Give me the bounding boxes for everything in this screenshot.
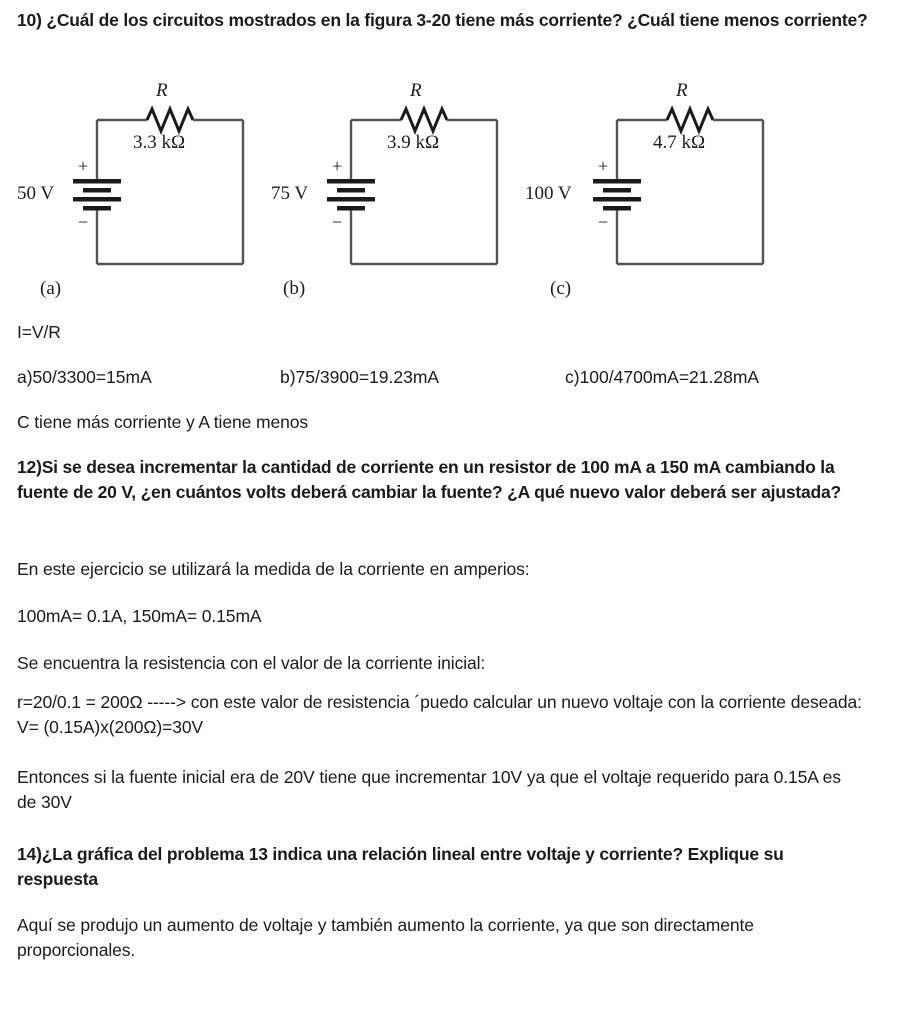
battery-symbol	[593, 179, 641, 211]
calculation-c: c)100/4700mA=21.28mA	[565, 367, 760, 387]
resistor-symbol-zigzag	[401, 109, 447, 131]
ohms-law-formula: I=V/R	[17, 322, 61, 342]
voltage-label-c: 100 V	[525, 183, 572, 204]
circuit-sublabel-c: (c)	[550, 278, 572, 299]
circuit-sublabel-a: (a)	[40, 278, 62, 299]
answer-12-line-4: r=20/0.1 = 200Ω -----> con este valor de resistencia ´puedo calcular un nuevo voltaje con la corriente deseada: V= (0.15A)x(200Ω)=30V	[17, 692, 862, 737]
answer-12-line-3: Se encuentra la resistencia con el valor de la corriente inicial:	[17, 653, 486, 673]
battery-symbol	[327, 179, 375, 211]
resistor-symbol-zigzag	[147, 109, 193, 131]
polarity-minus-a: −	[78, 212, 89, 232]
question-10-heading: 10) ¿Cuál de los circuitos mostrados en la figura 3-20 tiene más corriente? ¿Cuál tiene menos corriente?	[17, 10, 868, 30]
circuit-c	[520, 80, 820, 305]
voltage-label-b: 75 V	[271, 183, 309, 204]
answer-14: Aquí se produjo un aumento de voltaje y también aumento la corriente, ya que son directamente proporcionales.	[17, 915, 754, 960]
resistance-value-c: 4.7 kΩ	[653, 132, 706, 153]
resistor-label-c: R	[676, 80, 688, 101]
resistor-label-b: R	[410, 80, 422, 101]
circuit-sublabel-b: (b)	[283, 278, 306, 299]
answer-12-line-5: Entonces si la fuente inicial era de 20V tiene que incrementar 10V ya que el voltaje requerido para 0.15A es de 30V	[17, 767, 841, 812]
voltage-label-a: 50 V	[17, 183, 55, 204]
conclusion-10: C tiene más corriente y A tiene menos	[17, 412, 309, 432]
answer-12-line-1: En este ejercicio se utilizará la medida de la corriente en amperios:	[17, 559, 530, 579]
question-14-heading: 14)¿La gráfica del problema 13 indica una relación lineal entre voltaje y corriente? Explique su respuesta	[17, 844, 784, 889]
question-12-heading: 12)Si se desea incrementar la cantidad de corriente en un resistor de 100 mA a 150 mA cambiando la fuente de 20 V, ¿en cuántos volts deberá cambiar la fuente? ¿A qué nuevo valor deberá ser ajustada?	[17, 457, 842, 502]
calculation-b: b)75/3900=19.23mA	[280, 367, 440, 387]
circuit-b-schematic	[254, 80, 554, 280]
calculation-a: a)50/3300=15mA	[17, 367, 152, 387]
polarity-minus-c: −	[598, 212, 609, 232]
figure-3-20	[0, 80, 919, 305]
polarity-plus-b: +	[332, 156, 343, 176]
resistor-symbol-zigzag	[667, 109, 713, 131]
resistance-value-a: 3.3 kΩ	[133, 132, 186, 153]
answer-12-line-2: 100mA= 0.1A, 150mA= 0.15mA	[17, 606, 262, 626]
polarity-plus-a: +	[78, 156, 89, 176]
polarity-minus-b: −	[332, 212, 343, 232]
resistance-value-b: 3.9 kΩ	[387, 132, 440, 153]
circuit-b	[254, 80, 554, 305]
resistor-label-a: R	[156, 80, 168, 101]
polarity-plus-c: +	[598, 156, 609, 176]
battery-symbol	[73, 179, 121, 211]
circuit-c-schematic	[520, 80, 820, 280]
